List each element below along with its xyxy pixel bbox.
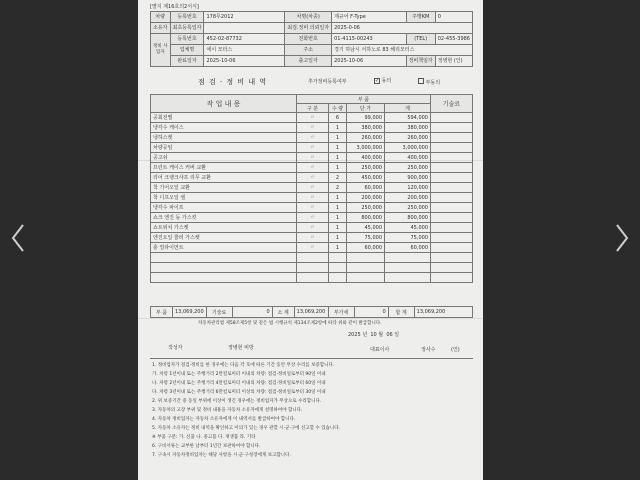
value [204, 23, 285, 34]
value [435, 56, 472, 67]
amount: 75,000 [385, 233, 431, 243]
header-labor: 기술료 [431, 95, 473, 113]
label: 소 계 [272, 307, 294, 318]
amount: 800,000 [385, 213, 431, 223]
month: 10 월 [370, 332, 384, 338]
checkbox-empty-icon [418, 78, 424, 84]
amount: 250,000 [385, 163, 431, 173]
empty-cell [297, 263, 329, 273]
empty-cell [431, 273, 473, 283]
kind: 〃 [297, 123, 329, 133]
label: 등록번호 [170, 34, 204, 45]
note-line: ※ 부품 구분: 가. 신품 나. 중고품 다. 재생품 라. 기타 [152, 435, 256, 440]
work-name: 차량공임 [151, 143, 297, 153]
labor [431, 233, 473, 243]
kind: 〃 [297, 163, 329, 173]
empty-cell [329, 253, 347, 263]
label: 최초등록일자 [170, 23, 204, 34]
kind: 〃 [297, 173, 329, 183]
label: 기술료 [206, 307, 232, 318]
amount: 400,000 [385, 153, 431, 163]
amount: 3,000,000 [385, 143, 431, 153]
table-row [151, 153, 473, 163]
value: 452-02-87732 [204, 34, 285, 45]
label: 주행KM [406, 12, 435, 23]
maintenance-statement-document [138, 0, 483, 480]
note-line: 4. 자동차 정비업자는 자동차 소유자에게 이 내역서를 발급하여야 합니다. [152, 417, 296, 422]
section-title: 점 검 · 정 비 내 역 [198, 78, 268, 86]
empty-cell [151, 253, 297, 263]
empty-cell [385, 273, 431, 283]
kind: 〃 [297, 183, 329, 193]
amount: 900,000 [385, 173, 431, 183]
seal-label: (인) [453, 58, 463, 64]
client-label: 작성자 [168, 345, 183, 351]
amount: 380,000 [385, 123, 431, 133]
labor [431, 163, 473, 173]
work-name: 냉각수 파이프 [151, 203, 297, 213]
table-row [151, 213, 473, 223]
kind: 〃 [297, 223, 329, 233]
kind: 〃 [297, 243, 329, 253]
amount: 120,000 [385, 183, 431, 193]
qty: 1 [329, 243, 347, 253]
blank-row [151, 263, 473, 273]
label: 차명(차종) [285, 12, 332, 23]
labor [431, 203, 473, 213]
table-row [151, 223, 473, 233]
unit-price: 250,000 [347, 163, 385, 173]
law-text: 자동차관리법 제58조제5항 및 같은 법 시행규칙 제134조제2항에 따라 위와 같이 발급합니다. [198, 321, 382, 326]
labor [431, 153, 473, 163]
kind: 〃 [297, 153, 329, 163]
note-line: 5. 자동차 소유자는 정비 내역을 확인하고 이의가 있는 경우 관할 시·군·구에 신고할 수 있습니다. [152, 426, 341, 431]
table-row [151, 203, 473, 213]
empty-cell [385, 253, 431, 263]
label: 완료일자 [170, 56, 204, 67]
unit-price: 380,000 [347, 123, 385, 133]
empty-cell [297, 253, 329, 263]
table-row [151, 163, 473, 173]
unit-price: 260,000 [347, 133, 385, 143]
qty: 6 [329, 113, 347, 123]
table-row [151, 173, 473, 183]
kind: 〃 [297, 143, 329, 153]
divider [150, 358, 473, 359]
kind: 〃 [297, 213, 329, 223]
qty: 1 [329, 193, 347, 203]
empty-cell [431, 253, 473, 263]
work-name: 리어 크랭크샤프 리무 교환 [151, 173, 297, 183]
amount: 60,000 [385, 243, 431, 253]
client-value: 정병현 비방 [228, 345, 254, 351]
chevron-right-icon [614, 223, 630, 253]
next-image-button[interactable] [610, 218, 634, 258]
note-line: 6. 구비서류는 교부한 날부터 1년간 보관하여야 합니다. [152, 444, 261, 449]
value: 2025-10-06 [332, 56, 406, 67]
chevron-left-icon [10, 223, 26, 253]
work-name: 엔진오일 쿨러 가스켓 [151, 233, 297, 243]
label: 정비 사업자 [151, 34, 171, 67]
prev-image-button[interactable] [6, 218, 30, 258]
work-name: 쇼크 엔진 등 가스킷 [151, 213, 297, 223]
work-name: 충 얼라이먼트 [151, 243, 297, 253]
kind: 〃 [297, 113, 329, 123]
empty-cell [347, 273, 385, 283]
checkbox-checked-icon: ✓ [375, 78, 380, 84]
labor [431, 223, 473, 233]
resp-name: 정병현 [437, 58, 453, 64]
value: 경기 하남시 서하노로 83 해리모터스 [332, 45, 473, 56]
blank-row [151, 273, 473, 283]
labor [431, 193, 473, 203]
note-line: 2. 위 보증기간 중 동일 부위에 이상이 생긴 경우에는 정비업자가 무상으로 수리합니다. [152, 399, 322, 404]
kind: 〃 [297, 133, 329, 143]
empty-cell [347, 253, 385, 263]
option-yes-label: 동의 [381, 78, 392, 84]
work-items-table [150, 94, 473, 283]
header-parts: 부 품 [297, 95, 431, 104]
amount: 594,000 [385, 113, 431, 123]
totals-table [150, 306, 473, 318]
qty: 1 [329, 143, 347, 153]
note-line: 1. 정비업자가 점검·정비를 한 경우에는 다음 각 호에 따른 기간 동안 무상 수리를 보증합니다. [152, 363, 335, 368]
qty: 1 [329, 223, 347, 233]
unit-price: 75,000 [347, 233, 385, 243]
table-row [151, 243, 473, 253]
amount: 260,000 [385, 133, 431, 143]
kind: 〃 [297, 193, 329, 203]
labor [431, 143, 473, 153]
form-label: [별지 제16호의2서식] [150, 4, 199, 10]
qty: 1 [329, 203, 347, 213]
kind: 〃 [297, 233, 329, 243]
table-row [151, 133, 473, 143]
note-line: 가. 차령 1년이내 또는 주행거리 2만킬로미터 이내의 차량: 점검·정비일로부터 90일 이내 [152, 372, 326, 377]
label: 주소 [285, 45, 332, 56]
unit-price: 3,000,000 [347, 143, 385, 153]
empty-cell [329, 263, 347, 273]
value: 제규어 F-Type [332, 12, 406, 23]
empty-cell [431, 263, 473, 273]
value: 2025-10-06 [204, 56, 285, 67]
table-row [151, 113, 473, 123]
labor [431, 243, 473, 253]
header-amount: 계 [385, 104, 431, 113]
label: 출고일자 [285, 56, 332, 67]
table-row [151, 193, 473, 203]
work-name: 착 디프오일 셀 [151, 193, 297, 203]
label: 등록번호 [170, 12, 204, 23]
qty: 1 [329, 213, 347, 223]
value: 2025-0-06 [332, 23, 473, 34]
empty-cell [297, 273, 329, 283]
note-line: 3. 자동차의 고장 부위 및 정비 내용을 자동차 소유자에게 설명하여야 합니다. [152, 408, 303, 413]
value: 0 [435, 12, 472, 23]
unit-price: 400,000 [347, 153, 385, 163]
unit-price: 250,000 [347, 203, 385, 213]
work-name: 공회전밸 [151, 113, 297, 123]
option-yes [374, 78, 391, 84]
labor [431, 133, 473, 143]
qty: 1 [329, 153, 347, 163]
unit-price: 45,000 [347, 223, 385, 233]
option-no [418, 78, 440, 86]
option-label: 추가정비등록여부 [308, 79, 347, 85]
note-line: 7. 구속시 자동차정비업자는 해당 사항을 시·군·구청장에게 보고합니다. [152, 453, 291, 458]
unit-price: 60,000 [347, 183, 385, 193]
label: 소유자 [151, 23, 171, 34]
label: 차량 [151, 12, 171, 23]
label: 합 계 [388, 307, 414, 318]
note-line: 나. 차령 2년이내 또는 주행거리 4만킬로미터 이내의 차량: 점검·정비일로부터 60일 이내 [152, 381, 326, 386]
qty: 1 [329, 133, 347, 143]
value: 에이 모터스 [204, 45, 285, 56]
value: 13,069,200 [414, 307, 472, 318]
issue-date [348, 332, 399, 338]
option-no-label: 부동의 [425, 80, 441, 86]
notes-section [152, 361, 470, 460]
kind: 〃 [297, 203, 329, 213]
empty-cell [329, 273, 347, 283]
qty: 1 [329, 163, 347, 173]
paper-fold [138, 318, 483, 319]
qty: 2 [329, 173, 347, 183]
work-name: 쇼트위치 가스켓 [151, 223, 297, 233]
label: (TEL) [406, 34, 435, 45]
header-work: 작 업 내 용 [151, 95, 297, 113]
day: 06 일 [386, 332, 400, 338]
unit-price: 60,000 [347, 243, 385, 253]
header-qty: 수 량 [329, 104, 347, 113]
work-name: 냉하스켓 [151, 133, 297, 143]
labor [431, 113, 473, 123]
table-row [151, 233, 473, 243]
label: 최검.정비 의뢰일자 [285, 23, 332, 34]
header-kind: 구 분 [297, 104, 329, 113]
value: 0 [232, 307, 272, 318]
table-row [151, 143, 473, 153]
label: 정비책임자 [406, 56, 435, 67]
amount: 200,000 [385, 193, 431, 203]
value: 02-455-3986 [435, 34, 472, 45]
vehicle-info-table [150, 11, 473, 67]
amount: 45,000 [385, 223, 431, 233]
labor [431, 123, 473, 133]
note-line: 다. 차령 3년이내 또는 주행거리 6만킬로미터 이상의 차량: 점검·정비일로부터 30일 이내 [152, 390, 326, 395]
blank-row [151, 253, 473, 263]
empty-cell [151, 273, 297, 283]
issuer-label: 대표이사 [370, 347, 390, 353]
labor [431, 213, 473, 223]
value: 13,069,200 [294, 307, 328, 318]
value: 13,069,200 [173, 307, 207, 318]
work-name: 착 기어오일 교환 [151, 183, 297, 193]
labor [431, 183, 473, 193]
unit-price: 800,000 [347, 213, 385, 223]
header-unit: 단 가 [347, 104, 385, 113]
label: 부 품 [151, 307, 173, 318]
phone-label: 정사수 [421, 347, 436, 353]
qty: 1 [329, 233, 347, 243]
labor [431, 173, 473, 183]
year: 2025 년 [348, 332, 368, 338]
unit-price: 99,000 [347, 113, 385, 123]
label: 부가세 [328, 307, 354, 318]
work-name: 공고쉬 [151, 153, 297, 163]
table-row [151, 123, 473, 133]
work-name: 프런트 케이스 커버 교환 [151, 163, 297, 173]
label: 전화번호 [285, 34, 332, 45]
amount: 250,000 [385, 203, 431, 213]
unit-price: 450,000 [347, 173, 385, 183]
empty-cell [151, 263, 297, 273]
value: 178무2012 [204, 12, 285, 23]
qty: 2 [329, 183, 347, 193]
label: 업체명 [170, 45, 204, 56]
unit-price: 200,000 [347, 193, 385, 203]
value: 0 [354, 307, 388, 318]
seal-label: (인) [451, 347, 460, 353]
value: 01-4115-00243 [332, 34, 406, 45]
empty-cell [385, 263, 431, 273]
empty-cell [347, 263, 385, 273]
paper-fold [138, 160, 483, 161]
table-row [151, 183, 473, 193]
work-name: 냉각수 케이스 [151, 123, 297, 133]
qty: 1 [329, 123, 347, 133]
